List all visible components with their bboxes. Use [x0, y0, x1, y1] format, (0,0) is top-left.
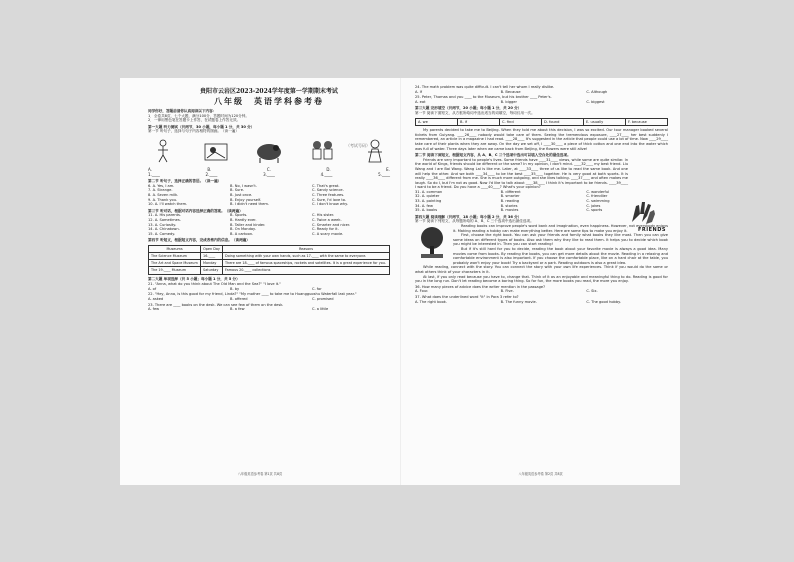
- passage-paragraph: At last, if you only read because you have to, change that. Think of it as an enjoyable and meaningful thing to do. Reading is good for you in the long run. Don't let reading become a boring thing. So for fun, the more books you read, the more you enjoy.: [415, 274, 668, 284]
- mc-question: 21. "Anna, what do you think about The Old Man and the Sea?" "I love it.": [148, 282, 281, 287]
- option: C. sports: [586, 208, 603, 213]
- right-page: [400, 78, 680, 485]
- option: C. Sure, I'd love to.: [312, 197, 347, 202]
- option: A. If: [415, 89, 423, 94]
- option: 14. A. Chinatown.: [148, 227, 180, 232]
- option: 10. A. I'll watch them.: [148, 202, 188, 207]
- table-cell: 16.____: [201, 253, 223, 260]
- section-1-part-1: 第一节 听句子，选择与句子内容相符的图画。（读一遍）: [148, 129, 239, 134]
- option: C. promised: [312, 297, 334, 302]
- mc-options: [148, 307, 390, 312]
- picture-label: A.: [148, 166, 152, 172]
- question-37-options: [415, 300, 668, 305]
- left-page: [120, 78, 400, 485]
- option: B. Because: [500, 89, 521, 94]
- option: 34. A. few: [415, 203, 433, 208]
- option: C. a little: [312, 307, 329, 312]
- option: 31. A. common: [415, 189, 443, 194]
- option: A. Four.: [415, 289, 429, 294]
- option: C. Sandy science.: [312, 188, 344, 193]
- picture-label: C.: [266, 166, 271, 172]
- option: C. Ready for it.: [312, 227, 339, 232]
- passage-paragraph: But if it's still hard for you to decide, reading the book about your favorite movie is always a good idea. Many movies come from books. By reading the books, you can get more details about the movie. Reading in a relaxing and comfortable environment is also important. If you choose the comfortable place, like on a hard chair at the table, you probably won't enjoy your book! Try a backyard or a park. Reading outdoors is also a great idea.: [453, 247, 668, 265]
- table-row: [149, 267, 390, 274]
- option: A. eat: [415, 99, 426, 104]
- option: 33. A. pointing: [415, 199, 442, 204]
- passage-2: Friends are very important to people's lives. Some friends have ____31____ views, while some are quite similar. In the world of Kings, friends should be different or the same? In my opinion, I don't mind. ____32____ my best friend. Liu Wang and I are Bai Wang. Wang Lai is like me. Later, at ____33____ three of us like to read the same book. And one will help the other. And we both ____34____ to be the best ____35____ together. He is very good at both sports. It is really ____36____ different from me. She is much more outgoing, and she likes talking. ____37____ and often makes me laugh. So do I, but I'm not as good. Now I'd like to talk about ____38____ I think it's important to be friends. ____39____ I want to be a friend. Do you have a ____40____? What's your opinion?: [415, 157, 628, 190]
- option: 12. A. Sometimes.: [148, 217, 181, 222]
- note-item: 2．一律用黑色笔在答题卡上作答，在试题卷上作答无效。: [148, 118, 241, 123]
- picture-d: [307, 138, 337, 164]
- exam-title: 贵阳市云岩区2023-2024学年度第一学期期末考试: [200, 88, 338, 95]
- reading-tree-icon: [415, 226, 449, 260]
- option: B. No, I wasn't.: [230, 183, 257, 188]
- exam-number-stamp: （考试号码）: [346, 143, 370, 148]
- multiple-choice-list: [148, 282, 390, 312]
- option: 8. A. Seven milk.: [148, 192, 179, 197]
- table-header: Open Day: [201, 245, 223, 252]
- answer-blank: 1.____: [148, 171, 160, 177]
- option: C. Twice a week.: [312, 217, 342, 222]
- table-cell: The 19.____ Museum: [149, 267, 201, 274]
- option: 35. A. books: [415, 208, 438, 213]
- table-cell: Doing something with your own hands, such as 17.____ with the same to everyone.: [223, 253, 390, 260]
- option: B. A cartoon.: [230, 231, 254, 236]
- answer-options-group-1: [148, 184, 390, 207]
- section-4-heading: 第四大题 阅读理解（共两节，18 小题；每小题 2 分，共 36 分）: [415, 214, 522, 219]
- option: B. offered: [230, 297, 248, 302]
- option: B. smarter: [500, 194, 520, 199]
- museum-table: [148, 245, 390, 275]
- option: B. Hardly ever.: [230, 217, 257, 222]
- option: C. That's great.: [312, 183, 340, 188]
- answer-blank: 2.____: [205, 171, 218, 177]
- option: B. Sure.: [230, 188, 245, 193]
- option: B. reading: [500, 199, 520, 204]
- option: B. Five.: [500, 289, 514, 294]
- option: B. different: [500, 189, 521, 194]
- table-cell: Famous 20.____ collections: [223, 267, 390, 274]
- option: B. bigger: [500, 99, 517, 104]
- answer-blank: 4.____: [320, 171, 333, 177]
- friends-hands-icon: [628, 196, 658, 226]
- answer-options-group-2: [148, 213, 390, 236]
- option: C. swimming: [586, 199, 610, 204]
- table-header: Reasons: [223, 245, 390, 252]
- option: A. The right book.: [415, 299, 447, 304]
- option: C. for: [312, 286, 322, 291]
- picture-b: [201, 138, 231, 164]
- option: A. few: [148, 307, 160, 312]
- answer-row: [148, 232, 390, 237]
- question-25: 25. Peter, Thomas and you ____ to the Museum, but his brother ____ Peter's.: [415, 95, 552, 100]
- mc-question: 23. There are ____ books on the desk. We can see few of them on the desk.: [148, 302, 284, 307]
- section-2-heading: 第二大题 单项选择（共 5 小题；每小题 1 分，共 5 分）: [148, 276, 240, 281]
- option: 11. A. His parents.: [148, 213, 182, 218]
- passage-paragraph: While reading, connect with the story. You can connect the story with your own life experiences. Think if you would do the same or what others think of your characters in it.: [415, 265, 668, 274]
- question-24: 24. The math problem was quite difficult. I can't tell her whom I really dislike.: [415, 85, 555, 89]
- option: B. The funny movie.: [500, 299, 537, 304]
- mc-options: [148, 297, 390, 302]
- word-box-item: F. because: [628, 119, 647, 124]
- option: B. Taller and kinder.: [230, 222, 266, 227]
- option: C. Smarter and nicer.: [312, 222, 351, 227]
- option: C. Three features.: [312, 192, 345, 197]
- word-box-item: B. if: [458, 119, 500, 126]
- option: 9. A. Thank you.: [148, 197, 178, 202]
- word-box: [415, 118, 668, 127]
- note-item: 1．全卷共8页，七个大题，满分100分，答题时间为120分钟。: [148, 113, 249, 118]
- option: C. biggest: [586, 99, 605, 104]
- page-footer-right: 八年级英语参考卷 第2页 共8页: [518, 472, 563, 477]
- passage-paragraph: First, choose the right book. You can ask your friends and family what books they like most. Then you can give some ideas on different types of books. Also ask them why they like to read them. It helps you to decide which book you might be interested in. Then you can start reading!: [453, 233, 668, 247]
- section-1-part-3: 第三节 听对话，根据对话内容选择正确的答案。（读两遍）: [148, 208, 243, 213]
- option: 6. A. Yes, I am.: [148, 183, 175, 188]
- option: B. Sports.: [230, 213, 248, 218]
- word-box-item: A. we: [416, 119, 458, 126]
- section-3-part-2: 第二节 阅读下面短文，根据短文内容，从 A、B、C 三个选项中选出可以填入空白处的最佳选项。: [415, 153, 571, 158]
- passage-3: [415, 224, 668, 284]
- passage-paragraph: Reading books can improve people's word bank and imagination, even happiness. However, not everybody enjoys it. Making reading a hobby can make everything better. Here are some tips to make you enjoy it.: [453, 224, 668, 233]
- option: C. His sister.: [312, 213, 335, 218]
- exam-subtitle: 八年级 英语学科参考卷: [214, 96, 324, 106]
- option: 13. A. Curiosity.: [148, 222, 177, 227]
- option: B. Enjoy yourself.: [230, 197, 262, 202]
- option: C. wonderful: [586, 189, 610, 194]
- option: C. Although: [586, 89, 608, 94]
- page-footer-left: 八年级英语参考卷 第1页 共8页: [237, 472, 283, 477]
- word-box-item: D. found: [542, 119, 584, 126]
- picture-label: B.: [207, 166, 212, 172]
- friends-logo-text: FRIENDS: [638, 227, 666, 233]
- question-37: 37. What does the underlined word "it" in Para 3 refer to?: [415, 294, 519, 299]
- question-24-options: [415, 90, 668, 95]
- section-4-part-1: 第一节 阅读下列短文，从每题所给的 A、B、C 三个选项中选出最佳选项。: [415, 219, 534, 224]
- picture-label: D.: [326, 166, 331, 172]
- picture-c: [254, 138, 284, 164]
- option: C. friendlier: [586, 194, 608, 199]
- table-cell: Monday: [201, 260, 223, 267]
- picture-a: [148, 138, 178, 164]
- table-cell: Saturday: [201, 267, 223, 274]
- section-3-part-1: 第一节 阅读下面短文，从方框所给词中选出适当的词填空，每词仅用一次。: [415, 110, 535, 115]
- mc-question: 22. "Hey, Anna, is this good for my friend, Linda?" "My mother ____ to take me to Huangguoshu Waterfall last year.": [148, 292, 357, 297]
- option: B. Just once.: [230, 192, 253, 197]
- section-1-part-2: 第二节 听句子，选择正确的答语。（读一遍）: [148, 179, 222, 184]
- table-cell: The Science Museum: [149, 253, 201, 260]
- answer-blank: 5.____: [378, 171, 390, 177]
- picture-label: E.: [386, 166, 390, 172]
- exam-sheet: [120, 78, 680, 485]
- table-row: [149, 260, 390, 267]
- question-36-options: [415, 289, 668, 294]
- table-cell: The Art and Space Museum: [149, 260, 201, 267]
- table-row: [149, 253, 390, 260]
- answer-blanks: [148, 173, 390, 178]
- option: B. stories: [500, 203, 518, 208]
- option: B. a few: [230, 307, 245, 312]
- section-3-heading: 第三大题 完形填空（共两节，20 小题；每小题 1 分，共 20 分）: [415, 106, 522, 111]
- option: C. Six.: [586, 289, 598, 294]
- option: B. movies: [500, 208, 519, 213]
- mc-options: [148, 287, 390, 292]
- answer-row: [148, 202, 390, 207]
- table-header: Museums: [149, 245, 201, 252]
- word-box-item: C. find: [500, 119, 542, 126]
- section-1-heading: 第一大题 听力测试（共两节，30 小题，每小题 1 分，共 30 分）: [148, 124, 255, 129]
- option: B. I didn't need them.: [230, 202, 269, 207]
- table-cell: There are 18.____ of famous spaceships, rockets and satellites. It is a great experience for you.: [223, 260, 390, 267]
- question-36: 36. How many pieces of advice does the writer mention in the passage?: [415, 284, 546, 289]
- passage-1: My parents decided to take me to Beijing. When they told me about this decision, I was so excited. Our tour manager booked several tickets from Guiyang. ____26____ nobody would take care of them. Seeing the tremendous exposure, ____27____ her best suddenly I remembered, an article in a magazine I had read. ____28____ It's suggested in the article that people could use a lot of time. Now ____29____ take care of their plants when they are away. On the day we set off, I ____30____ a piece of thick cotton and one end into the water which was full of water. Three days later when we came back from Beijing, the flowers were still alive!: [415, 128, 668, 151]
- option: C. The good hobby.: [586, 299, 621, 304]
- option: C. A scary movie.: [312, 231, 344, 236]
- option: B. On Monday.: [230, 227, 256, 232]
- section-1-part-4: 第四节 听短文，根据短文内容，完成表格内的信息。（读两遍）: [148, 238, 250, 243]
- option: 32. A. quieter: [415, 194, 440, 199]
- option: A. of: [148, 286, 157, 291]
- option: A. asked: [148, 297, 164, 302]
- question-25-options: [415, 100, 668, 105]
- option: C. I don't know why.: [312, 202, 348, 207]
- option: B. by: [230, 286, 240, 291]
- option: 15. A. Comedy.: [148, 231, 175, 236]
- picture-e: [360, 138, 390, 164]
- notes-title: 同学你好，答题前请你认真阅读以下内容：: [148, 109, 217, 113]
- answer-blank: 3.____: [263, 171, 275, 177]
- option: 7. A. Strange.: [148, 188, 173, 193]
- word-box-item: E. usually: [584, 119, 626, 126]
- option: C. jokes: [586, 203, 601, 208]
